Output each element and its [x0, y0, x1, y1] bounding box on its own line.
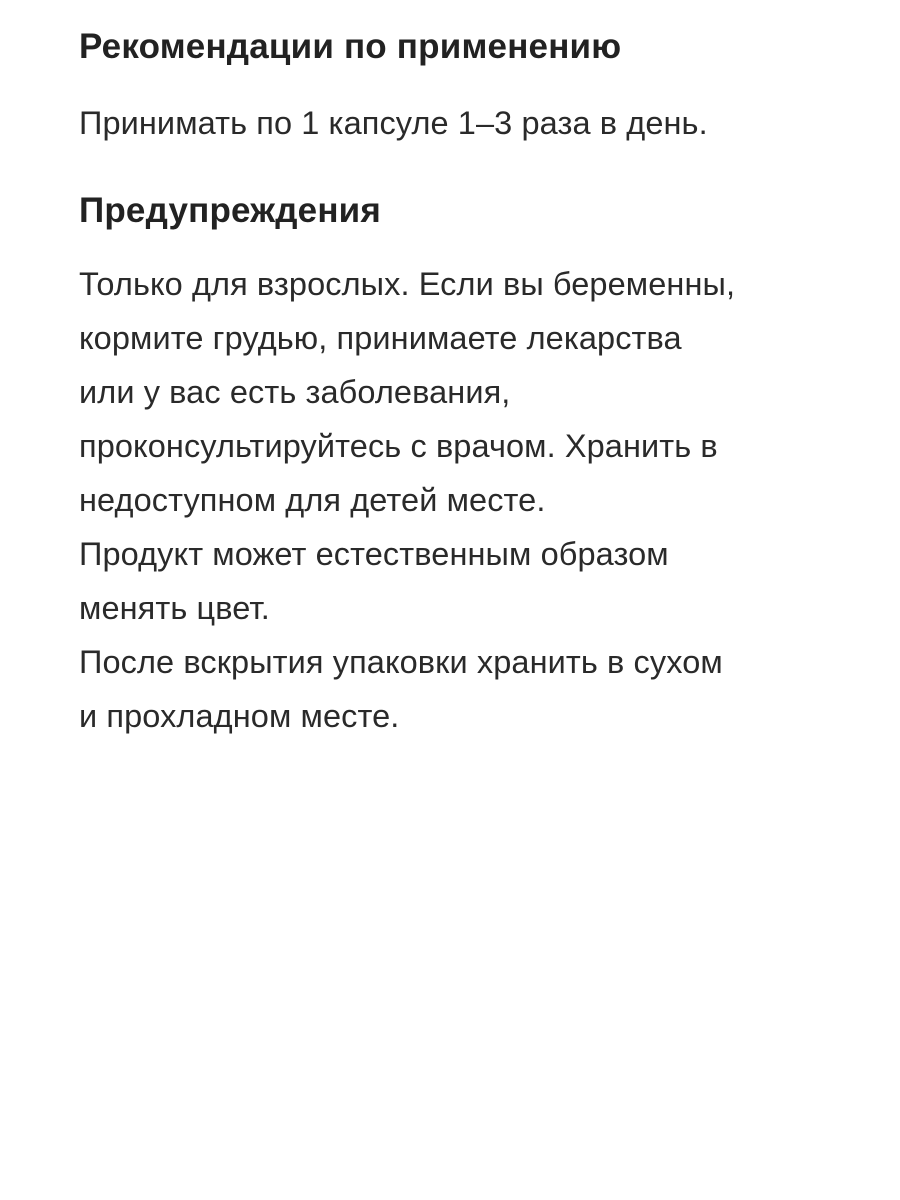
- warnings-line: После вскрытия упаковки хранить в сухом: [79, 644, 723, 680]
- warnings-heading: Предупреждения: [79, 191, 382, 230]
- warnings-line: недоступном для детей месте.: [79, 482, 546, 518]
- warnings-line: и прохладном месте.: [79, 698, 400, 734]
- usage-heading: Рекомендации по применению: [79, 27, 622, 66]
- warnings-line: Только для взрослых. Если вы беременны,: [79, 266, 736, 302]
- usage-text: Принимать по 1 капсуле 1–3 раза в день.: [79, 105, 708, 141]
- warnings-line: менять цвет.: [79, 590, 270, 626]
- warnings-line: или у вас есть заболевания,: [79, 374, 511, 410]
- warnings-line: проконсультируйтесь с врачом. Хранить в: [79, 428, 718, 464]
- warnings-line: Продукт может естественным образом: [79, 536, 669, 572]
- warnings-text: [79, 257, 735, 743]
- warnings-line: кормите грудью, принимаете лекарства: [79, 320, 682, 356]
